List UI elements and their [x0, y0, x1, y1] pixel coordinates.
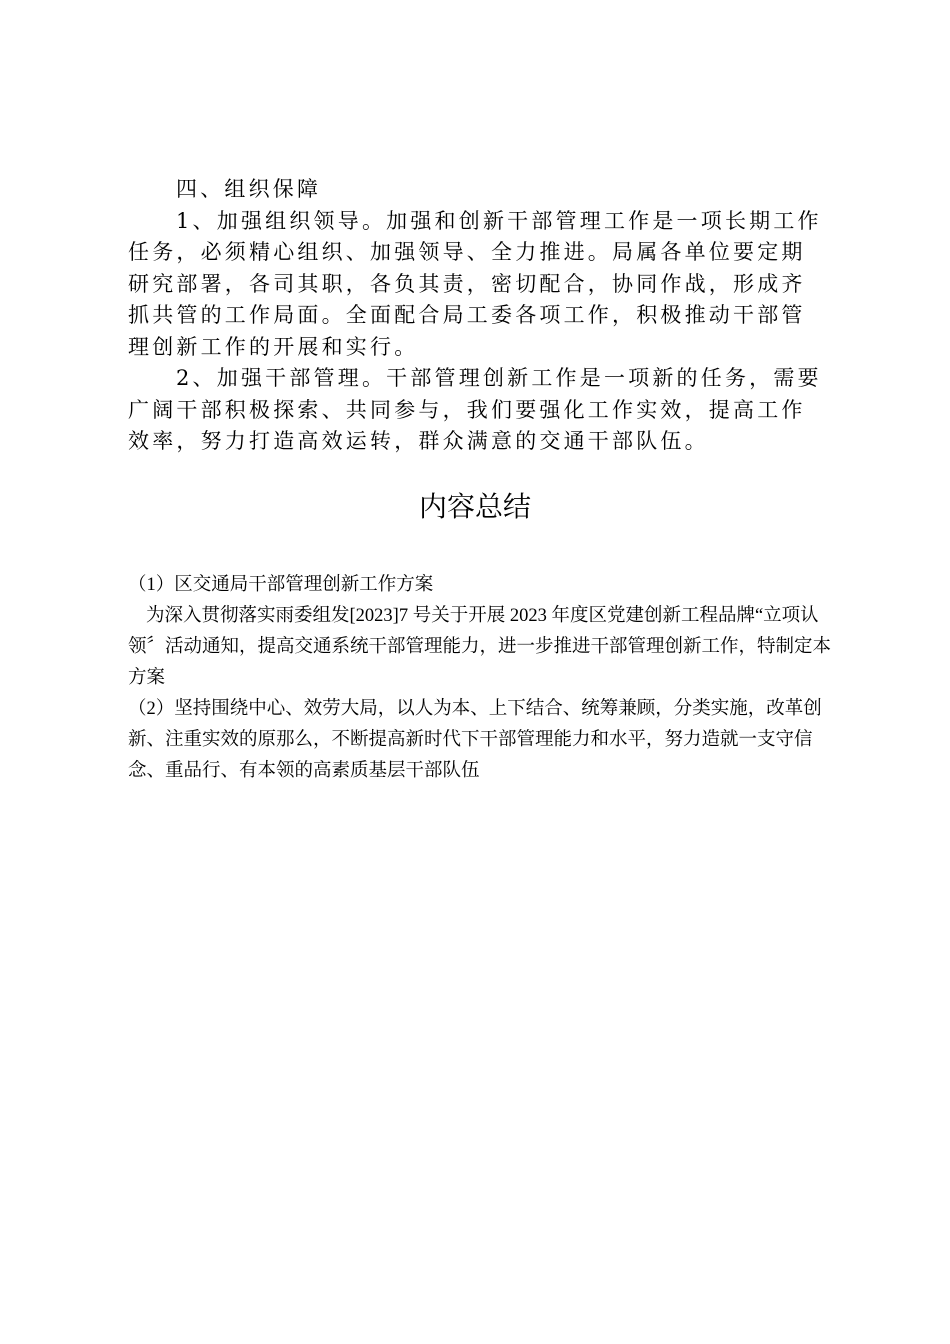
paragraph-strengthen-leadership: 1、加强组织领导。加强和创新干部管理工作是一项长期工作任务，必须精心组织、加强领导、全力推进。局属各单位要定期研究部署，各司其职，各负其责，密切配合，协同作战，形成齐抓共管的工作局面。全面配合局工委各项工作，积极推动干部管理创新工作的开展和实行。 [128, 208, 822, 359]
summary-title: 内容总结 [418, 492, 531, 523]
paragraph-strengthen-cadre-management: 2、加强干部管理。干部管理创新工作是一项新的任务，需要广阔干部积极探索、共同参与，我们要强化工作实效，提高工作效率，努力打造高效运转，群众满意的交通干部队伍。 [128, 366, 822, 453]
summary-item-3: （2）坚持围绕中心、效劳大局，以人为本、上下结合、统筹兼顾，分类实施，改革创新、注重实效的原那么，不断提高新时代下干部管理能力和水平，努力造就一支守信念、重品行、有本领的高素质基层干部队伍 [128, 699, 822, 781]
organization-guarantee-section [128, 174, 828, 458]
section-heading: 四、组织保障 [176, 177, 322, 201]
summary-content [128, 570, 834, 787]
summary-item-2: 为深入贯彻落实雨委组发[2023]7 号关于开展 2023 年度区党建创新工程品牌“立项认领〞活动通知，提高交通系统干部管理能力，进一步推进干部管理创新工作，特制定本方案 [128, 606, 832, 688]
summary-item-1: （1）区交通局干部管理创新工作方案 [128, 575, 434, 595]
